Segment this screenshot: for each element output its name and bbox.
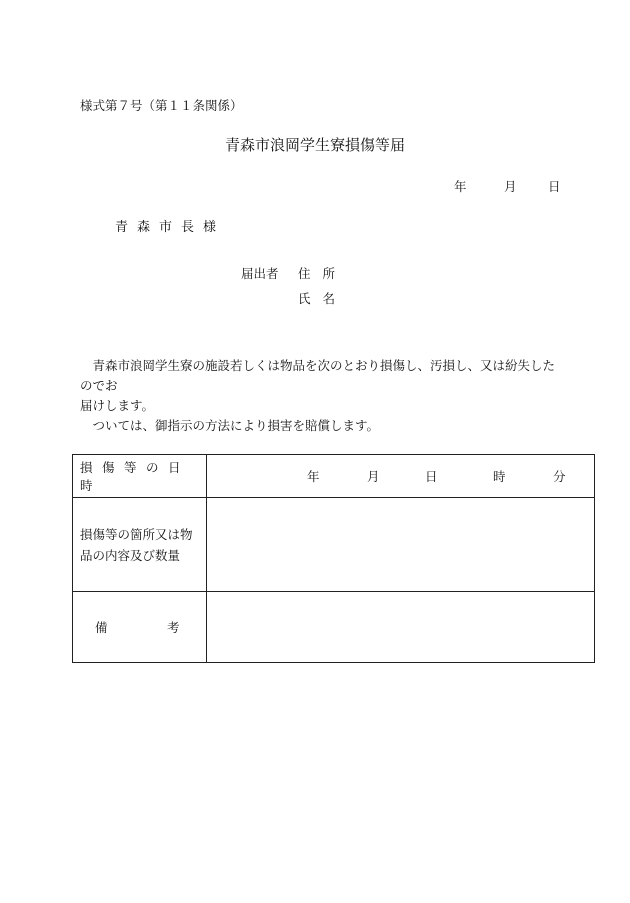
table-row-datetime [73,455,595,498]
remarks-value-cell[interactable] [207,592,595,663]
datetime-day-unit: 日 [425,469,438,484]
datetime-label: 損傷等の日時 [80,460,191,493]
addressee: 青森市長様 [115,220,226,235]
date-year-label: 年 [454,179,467,194]
filer-label: 届出者 [241,266,279,281]
filer-address-label: 住所 [298,266,348,281]
filer-name-label: 氏名 [298,291,348,306]
document-title: 青森市浪岡学生寮損傷等届 [224,136,405,154]
datetime-month-unit: 月 [367,469,380,484]
datetime-label-cell [73,455,207,498]
datetime-year-unit: 年 [307,469,320,484]
body-paragraph-1-line-1: 青森市浪岡学生寮の施設若しくは物品を次のとおり損傷し、汚損し、又は紛失したのでお [80,358,556,393]
remarks-label-part2: 考 [167,620,180,635]
items-label: 損傷等の箇所又は物品の内容及び数量 [80,526,193,563]
body-paragraph-2: ついては、御指示の方法により損害を賠償します。 [92,418,380,433]
items-value-cell[interactable] [207,498,595,592]
form-number: 様式第７号（第１１条関係） [80,98,243,113]
datetime-minute-unit: 分 [553,469,566,484]
datetime-value-cell[interactable] [207,455,595,498]
body-text [80,356,566,436]
date-day-label: 日 [548,179,561,194]
remarks-label-cell [73,592,207,663]
damage-details-table [72,454,595,663]
table-row-remarks [73,592,595,663]
remarks-label-part1: 備 [95,620,108,635]
date-month-label: 月 [504,179,517,194]
table-row-items [73,498,595,592]
body-paragraph-1-line-2: 届けします。 [80,398,155,413]
items-label-cell [73,498,207,592]
datetime-hour-unit: 時 [493,469,506,484]
